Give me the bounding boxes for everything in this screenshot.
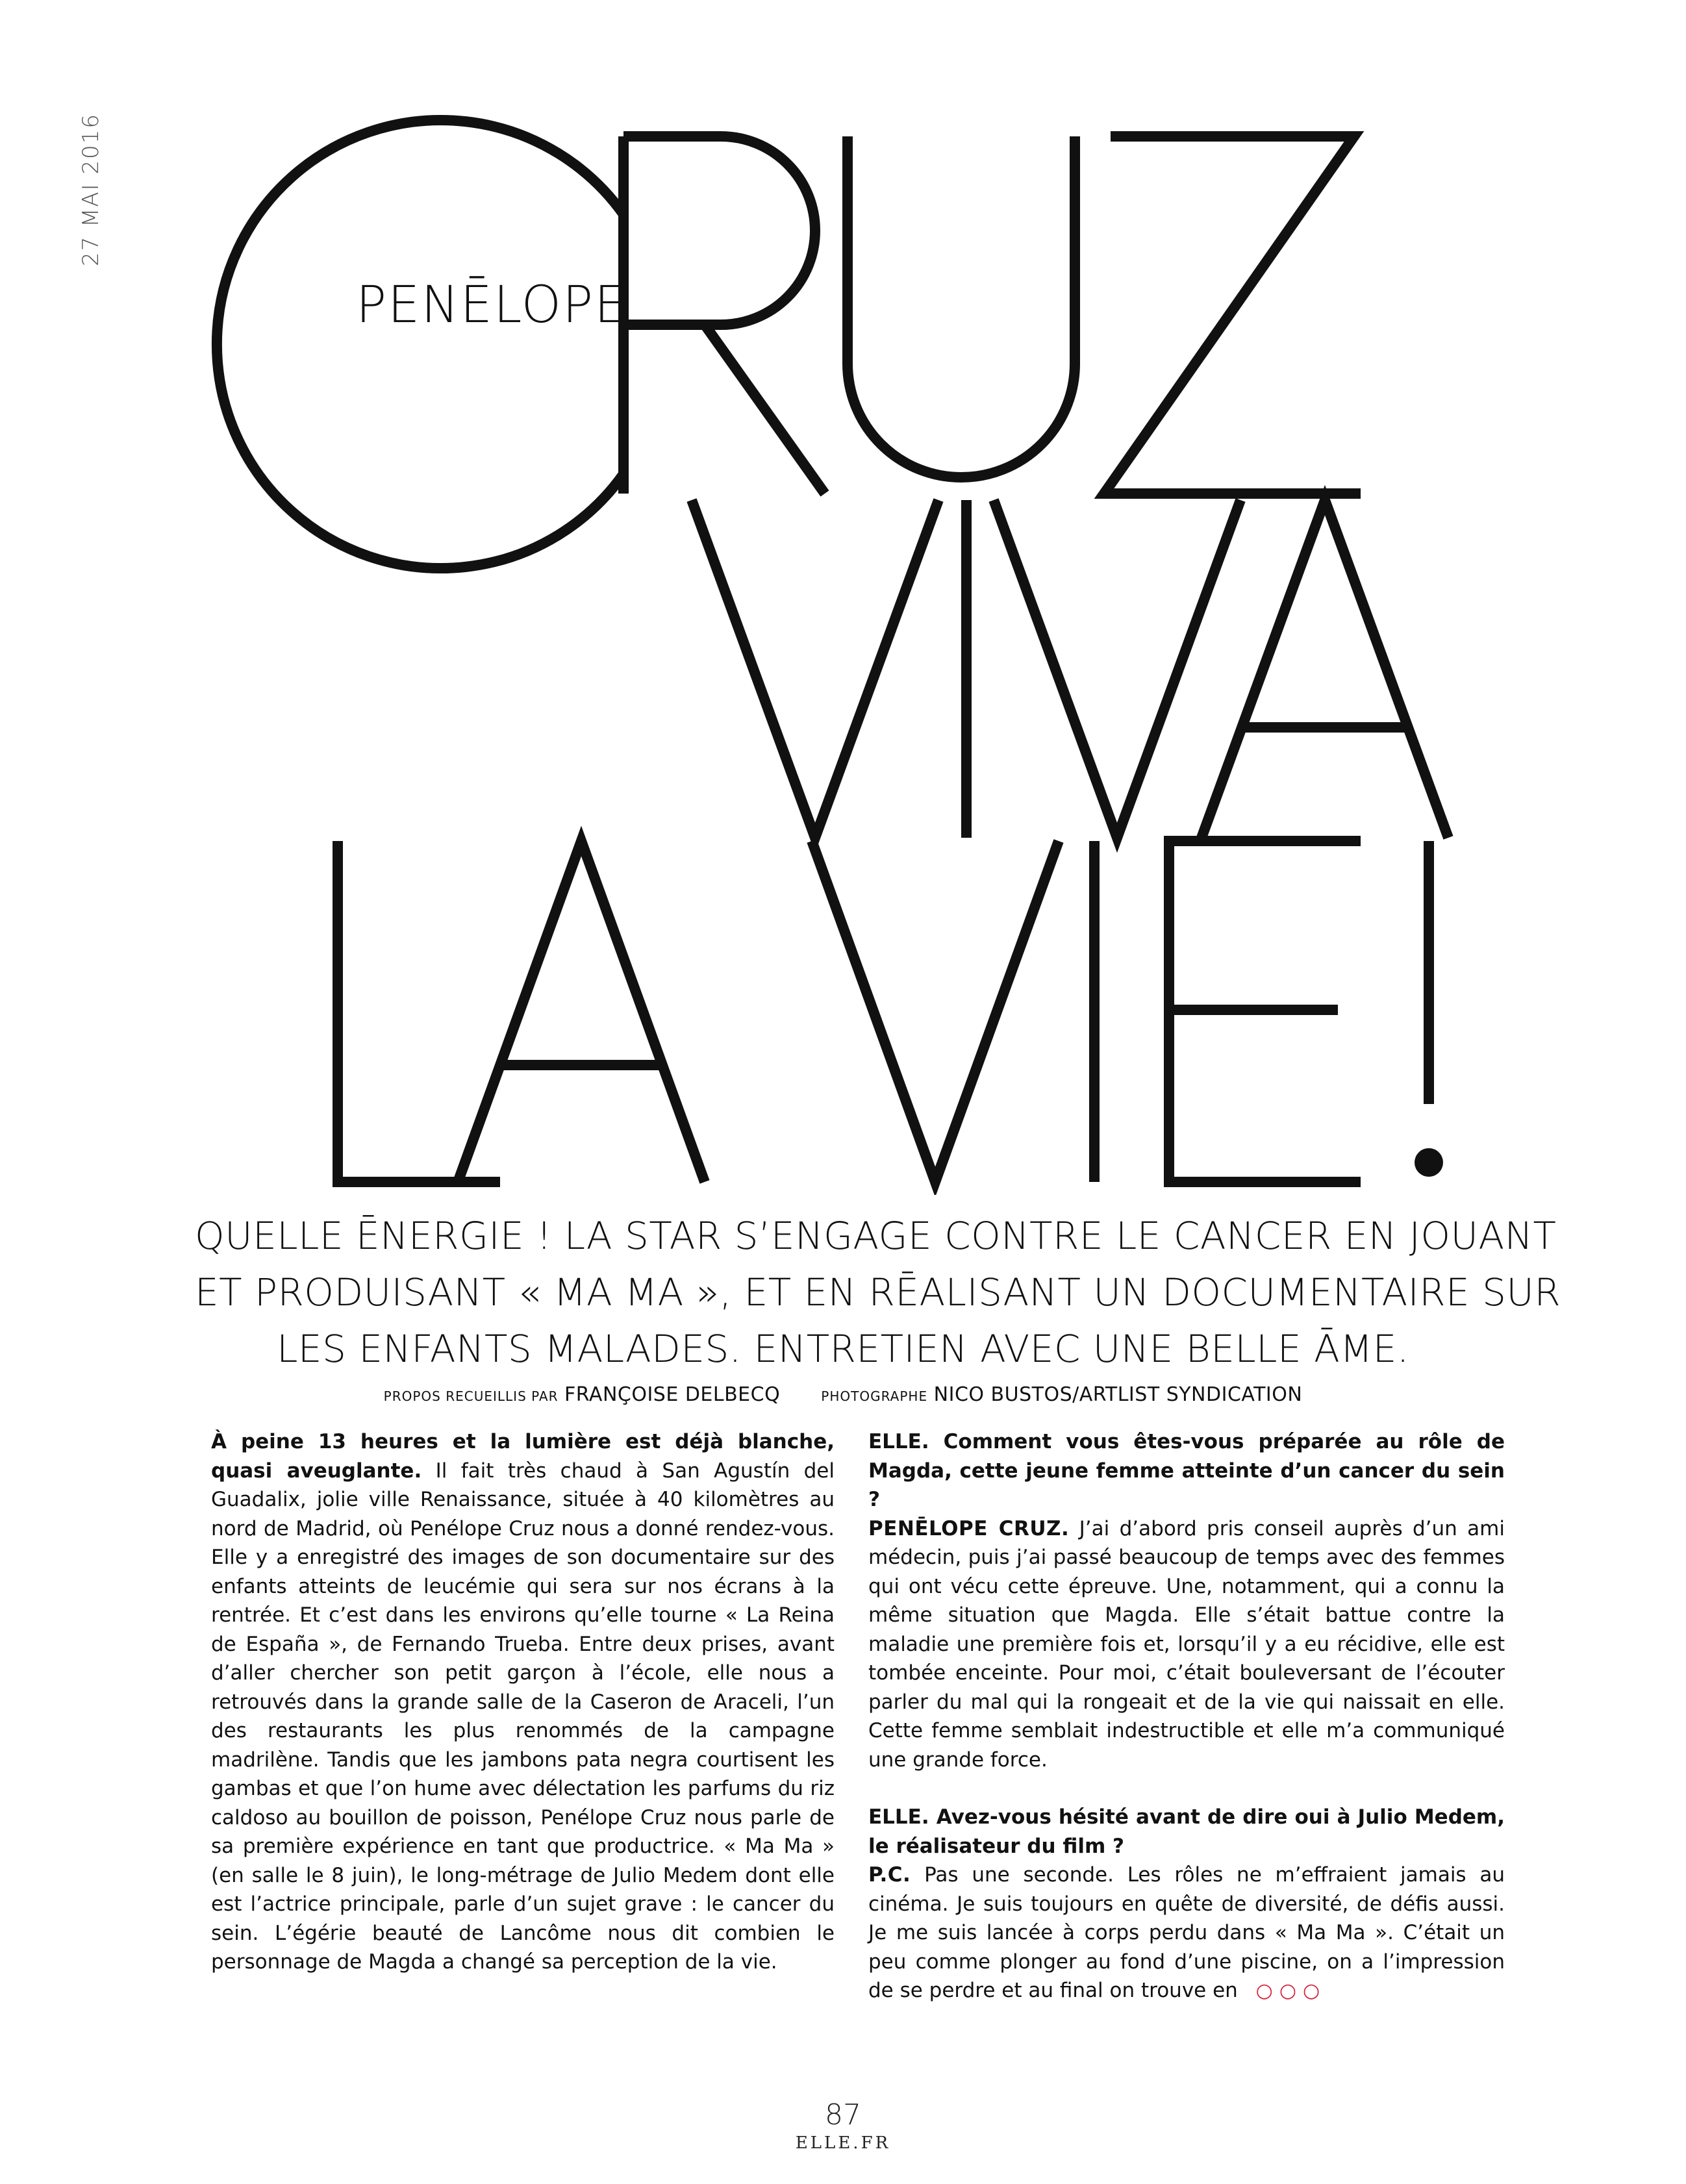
intro-column xyxy=(211,1427,835,1977)
photo-credit-name: NICO BUSTOS/ARTLIST SYNDICATION xyxy=(933,1383,1303,1406)
answer-speaker: P.C. xyxy=(868,1863,911,1887)
continued-marks: ○○○ xyxy=(1255,1979,1327,2002)
interview-credit-label: PROPOS RECUEILLIS PAR xyxy=(383,1388,559,1404)
standfirst xyxy=(195,1208,1561,1377)
page-number: 87 xyxy=(825,2098,861,2131)
interview-column xyxy=(868,1427,1505,2006)
headline-line-viva xyxy=(692,500,1448,838)
credits xyxy=(195,1383,1491,1406)
intro-body: Il fait très chaud à San Agustín del Guadalix, jolie ville Renaissance, située à 40 kilomètres au nord de Madrid, où Penélope Cruz nous a donné rendez-vous. Elle y a enregistré des images de son documentaire sur des enfants atteints de leucémie qui sera sur nos écrans à la rentrée. Et c’est dans les environs qu’elle tourne « La Reina de España », de Fernando Trueba. Entre deux prises, avant d’aller chercher son petit garçon à l’école, elle nous a retrouvés dans la grande salle de la Caseron de Araceli, l’un des restaurants les plus renommés de la campagne madrilène. Tandis que les jambons pata negra courtisent les gambas et que l’on hume avec délectation les parfums du riz caldoso au bouillon de poisson, Penélope Cruz nous parle de sa première expérience en tant que productrice. « Ma Ma » (en salle le 8 juin), le long-métrage de Julio Medem dont elle est l’actrice principale, parle d’un sujet grave : le cancer du sein. L’égérie beauté de Lancôme nous dit combien le personnage de Magda a changé sa perception de la vie. xyxy=(211,1459,835,1974)
headline-first-name: PENĒLOPE xyxy=(356,276,628,334)
intro-lead: À peine 13 heures et la lumière est déjà blanche, quasi aveuglante. xyxy=(211,1430,835,1483)
interview-credit-name: FRANÇOISE DELBECQ xyxy=(564,1383,781,1406)
issue-date: 27 MAI 2016 xyxy=(78,112,104,266)
standfirst-line: LES ENFANTS MALADES. ENTRETIEN AVEC UNE BELLE ĀME. xyxy=(277,1327,1409,1371)
brand-logo: ELLE.FR xyxy=(795,2133,891,2153)
interview-question: ELLE. Comment vous êtes-vous préparée au rôle de Magda, cette jeune femme atteinte d’un cancer du sein ? xyxy=(868,1430,1505,1511)
interview-question: ELLE. Avez-vous hésité avant de dire oui à Julio Medem, le réalisateur du film ? xyxy=(868,1805,1505,1858)
photo-credit-label: PHOTOGRAPHE xyxy=(821,1388,928,1404)
headline-line-la-vie xyxy=(338,841,1443,1182)
headline-line-cruz xyxy=(217,120,1361,568)
interview-answer: J’ai d’abord pris conseil auprès d’un ami médecin, puis j’ai passé beaucoup de temps avec des femmes qui ont vécu cette épreuve. Une, notamment, qui a connu la même situation que Magda. Elle s’était battue contre la maladie une première fois et, lorsqu’il y a eu récidive, elle est tombée enceinte. Pour moi, c’était bouleversant de l’écouter parler du mal qui la rongeait et de la vie qui naissait en elle. Cette femme semblait indestructible et elle m’a communiqué une grande force. xyxy=(868,1516,1505,1772)
answer-speaker: PENĒLOPE CRUZ. xyxy=(868,1516,1070,1540)
standfirst-line: QUELLE ĒNERGIE ! LA STAR S’ENGAGE CONTRE LE CANCER EN JOUANT xyxy=(195,1214,1557,1258)
interview-answer: Pas une seconde. Les rôles ne m’effraient jamais au cinéma. Je suis toujours en quête de diversité, de défis aussi. Je me suis lancée à corps perdu dans « Ma Ma ». C’était un peu comme plonger au fond d’une piscine, on a l’impression de se perdre et au final on trouve en xyxy=(868,1863,1505,2002)
standfirst-line: ET PRODUISANT « MA MA », ET EN RĒALISANT UN DOCUMENTAIRE SUR xyxy=(195,1270,1561,1314)
